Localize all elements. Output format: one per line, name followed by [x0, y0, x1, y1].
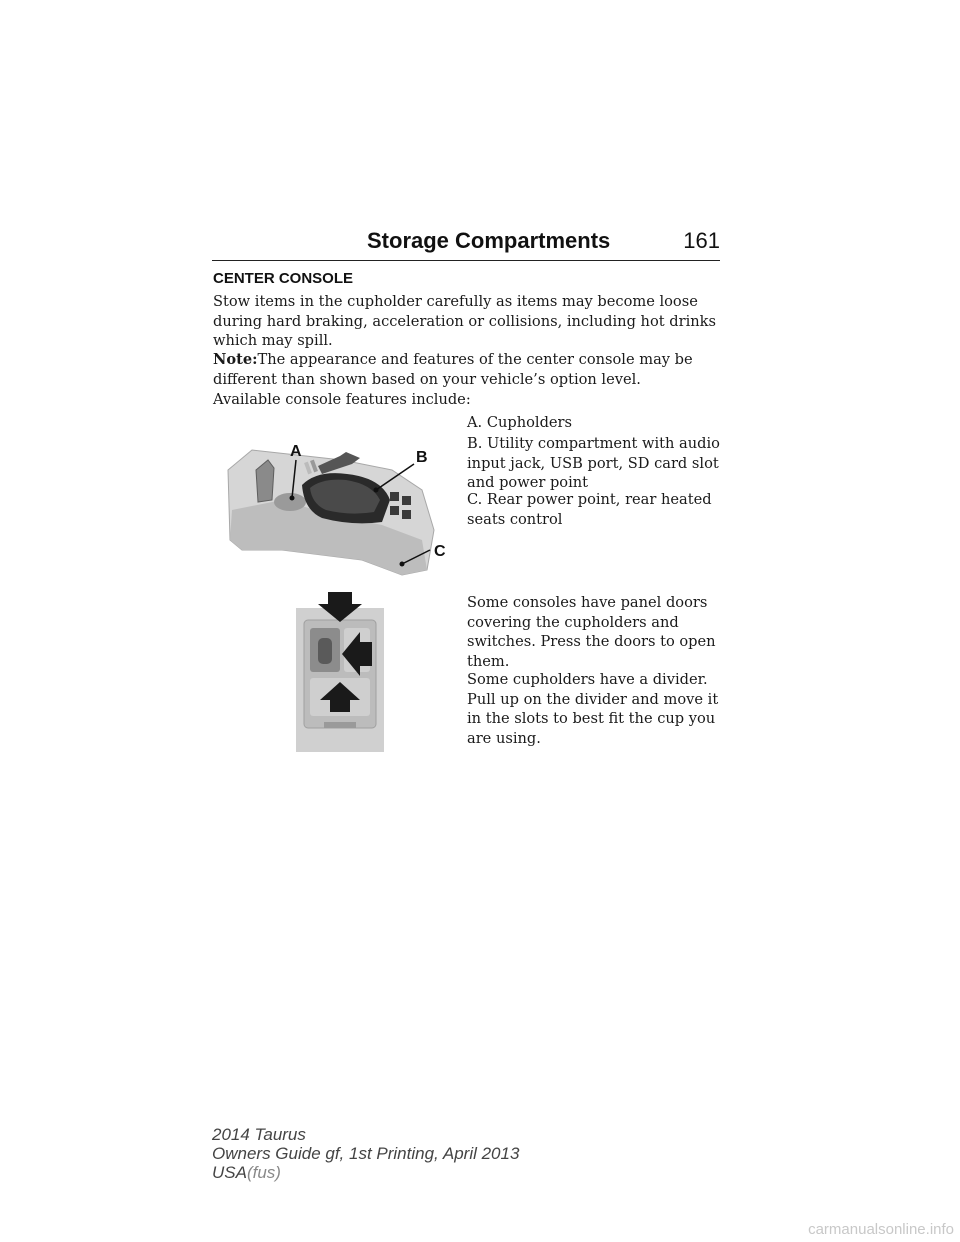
callout-a: A — [290, 443, 302, 460]
footer-region — [212, 1163, 519, 1182]
feature-c: C. Rear power point, rear heated seats control — [467, 491, 712, 528]
footer-region-suffix: (fus) — [246, 1163, 281, 1182]
watermark: carmanualsonline.info — [808, 1221, 954, 1238]
page-footer — [212, 1125, 519, 1182]
divider-text: Some cupholders have a divider. Pull up on the divider and move it in the slots to best fit the cup you are using. — [467, 671, 719, 747]
intro-paragraph: Stow items in the cupholder carefully as items may become loose during hard braking, acceleration or collisions, including hot drinks which may spill. — [213, 293, 716, 349]
footer-model: 2014 Taurus — [212, 1125, 306, 1144]
chapter-title: Storage Compartments — [367, 228, 611, 253]
note-label: Note: — [213, 351, 258, 368]
feature-b: B. Utility compartment with audio input jack, USB port, SD card slot and power point — [467, 435, 720, 491]
page-header — [212, 228, 720, 261]
feature-a: A. Cupholders — [467, 414, 573, 431]
callout-c: C — [434, 543, 446, 560]
note-paragraph — [213, 350, 723, 389]
panel-doors-text: Some consoles have panel doors covering the cupholders and switches. Press the doors to open them. — [467, 594, 716, 670]
section-heading: CENTER CONSOLE — [213, 270, 354, 287]
features-intro: Available console features include: — [213, 391, 471, 408]
page-number: 161 — [683, 228, 720, 253]
note-text: The appearance and features of the center console may be different than shown based on your vehicle’s option level. — [213, 351, 693, 388]
center-console-illustration — [222, 430, 454, 590]
footer-printing: Owners Guide gf, 1st Printing, April 2013 — [212, 1144, 520, 1163]
footer-region-main: USA — [212, 1163, 247, 1182]
callout-b: B — [416, 449, 428, 466]
panel-doors-illustration — [294, 590, 386, 752]
